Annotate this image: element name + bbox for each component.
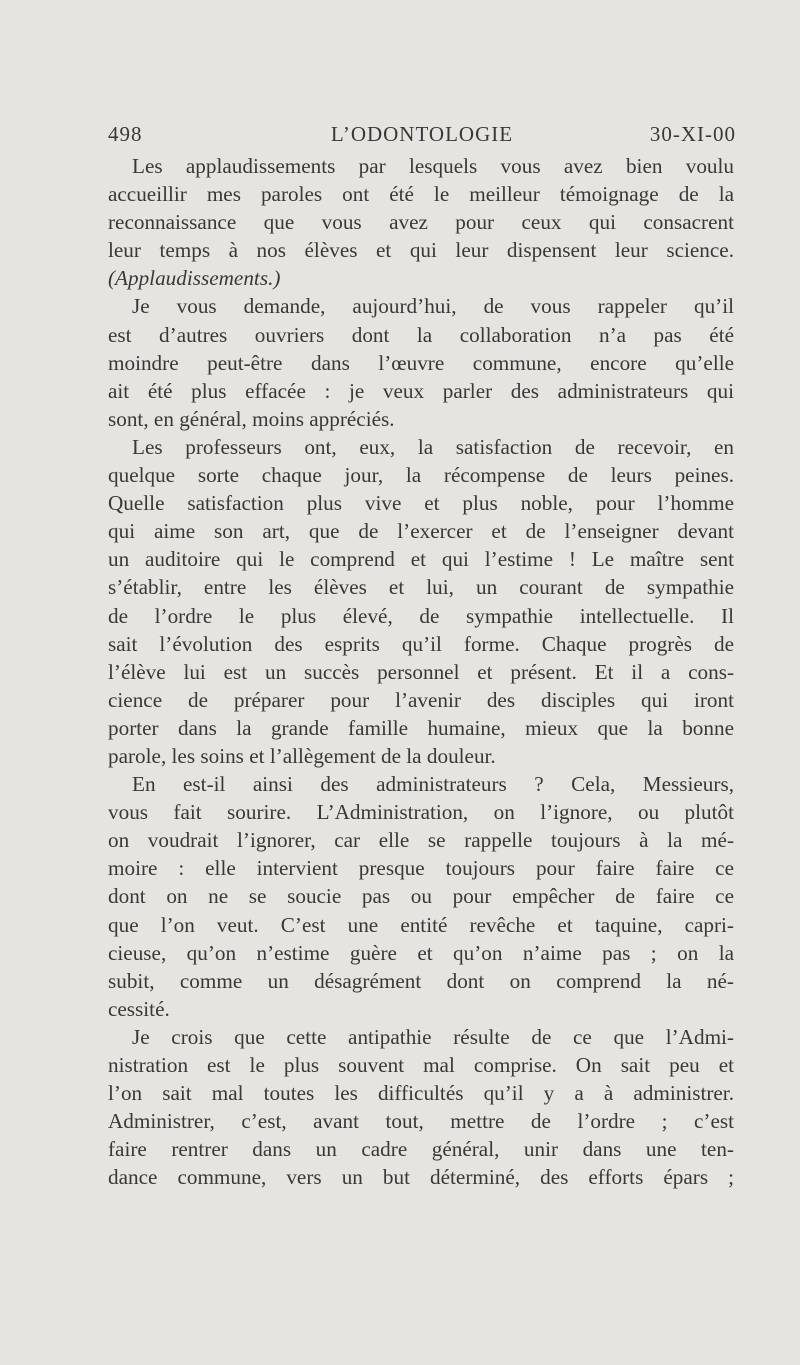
text-line: s’établir, entre les élèves et lui, un courant de sympathie [108, 575, 734, 600]
text-line: Je vous demande, aujourd’hui, de vous rappeler qu’il [132, 294, 734, 319]
text-line: moire : elle intervient presque toujours pour faire faire ce [108, 856, 734, 881]
text-line: l’on sait mal toutes les difficultés qu’il y a à administrer. [108, 1081, 734, 1106]
text-line: Administrer, c’est, avant tout, mettre de l’ordre ; c’est [108, 1109, 734, 1134]
text-line: ait été plus effacée : je veux parler des administrateurs qui [108, 378, 734, 403]
body-text [108, 152, 734, 1191]
issue-date: 30-XI-00 [649, 122, 736, 146]
text-line: leur temps à nos élèves et qui leur dispensent leur science. [108, 238, 734, 263]
text-line: dont on ne se soucie pas ou pour empêcher de faire ce [108, 884, 734, 909]
text-line: vous fait sourire. L’Administration, on l’ignore, ou plutôt [108, 800, 734, 825]
text-line: l’élève lui est un succès personnel et présent. Et il a cons- [108, 659, 734, 684]
text-line: parole, les soins et l’allègement de la douleur. [108, 743, 496, 768]
text-line: cieuse, qu’on n’estime guère et qu’on n’aime pas ; on la [108, 940, 734, 965]
text-line: faire rentrer dans un cadre général, unir dans une ten- [108, 1137, 734, 1162]
text-line: dance commune, vers un but déterminé, des efforts épars ; [108, 1165, 734, 1190]
text-line: sait l’évolution des esprits qu’il forme. Chaque progrès de [108, 631, 734, 656]
text-line: moindre peut-être dans l’œuvre commune, encore qu’elle [108, 350, 734, 375]
text-line: qui aime son art, que de l’exercer et de l’enseigner devant [108, 519, 734, 544]
text-line: nistration est le plus souvent mal comprise. On sait peu et [108, 1053, 734, 1077]
text-line: subit, comme un désagrément dont on comprend la né- [108, 968, 734, 993]
text-line: est d’autres ouvriers dont la collaboration n’a pas été [108, 322, 734, 347]
text-line: cessité. [108, 996, 170, 1021]
text-line: quelque sorte chaque jour, la récompense de leurs peines. [108, 463, 734, 488]
page-number: 498 [108, 122, 143, 146]
text-line: on voudrait l’ignorer, car elle se rappelle toujours à la mé- [108, 828, 734, 853]
text-line: Quelle satisfaction plus vive et plus noble, pour l’homme [108, 491, 734, 516]
text-line: de l’ordre le plus élevé, de sympathie intellectuelle. Il [108, 603, 734, 628]
text-line: porter dans la grande famille humaine, mieux que la bonne [108, 715, 734, 740]
text-line: Les professeurs ont, eux, la satisfaction de recevoir, en [132, 434, 734, 459]
journal-title: L’ODONTOLOGIE [330, 122, 514, 146]
running-header [108, 122, 736, 150]
text-line: Je crois que cette antipathie résulte de ce que l’Admi- [132, 1024, 734, 1049]
text-line: (Applaudissements.) [108, 266, 281, 291]
text-line: un auditoire qui le comprend et qui l’estime ! Le maître sent [108, 547, 734, 572]
text-line: cience de préparer pour l’avenir des disciples qui iront [108, 687, 734, 712]
text-line: En est-il ainsi des administrateurs ? Cela, Messieurs, [132, 772, 734, 797]
text-line: que l’on veut. C’est une entité revêche et taquine, capri- [108, 912, 734, 937]
text-line: reconnaissance que vous avez pour ceux qui consacrent [108, 210, 734, 235]
text-line: sont, en général, moins appréciés. [108, 406, 395, 431]
text-line: Les applaudissements par lesquels vous avez bien voulu [132, 154, 734, 178]
text-line: accueillir mes paroles ont été le meilleur témoignage de la [108, 182, 734, 207]
